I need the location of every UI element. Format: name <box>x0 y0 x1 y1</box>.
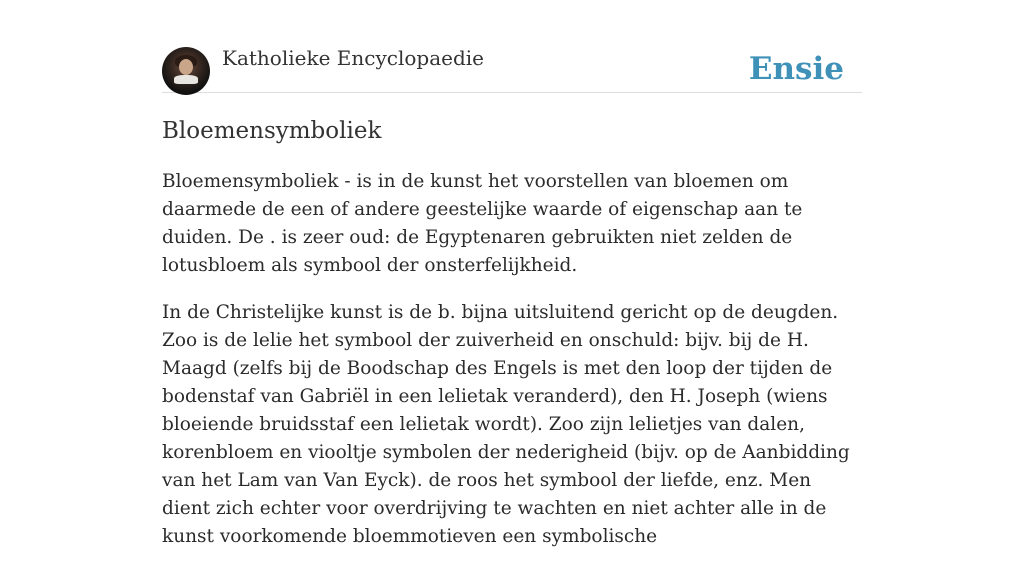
article-paragraph: Bloemensymboliek - is in de kunst het voorstellen van bloemen om daarmede de een of andere geestelijke waarde of eigenschap aan te duiden. De . is zeer oud: de Egyptenaren gebruikten niet zelden de lotusbloem als symbool der onsterfelijkheid. <box>162 171 803 276</box>
portrait-face <box>179 59 193 75</box>
page-container <box>162 0 862 547</box>
brand-logo-link[interactable]: Ensie <box>748 51 844 87</box>
portrait-collar <box>174 75 198 84</box>
article-body <box>162 168 862 570</box>
article-paragraph: In de Christelijke kunst is de b. bijna uitsluitend gericht op de deugden. Zoo is de lelie het symbool der zuiverheid en onschuld: bijv. bij de H. Maagd (zelfs bij de Boodschap des Engels is met den loop der tijden de bodenstaf van Gabriël in een lelietak veranderd), den H. Joseph (wiens bloeiende bruidsstaf een lelietak wordt). Zoo zijn lelietjes van dalen, korenbloem en viooltje symbolen der nederigheid (bijv. op de Aanbidding van het Lam van Van Eyck). de roos het symbool der liefde, enz. Men dient zich echter voor overdrijving te wachten en niet achter alle in de kunst voorkomende bloemmotieven een symbolische <box>162 302 850 547</box>
site-name-link[interactable]: Katholieke Encyclopaedie <box>222 46 484 70</box>
page-title: Bloemensymboliek <box>162 118 382 144</box>
site-header <box>162 0 862 93</box>
avatar[interactable] <box>162 47 210 95</box>
